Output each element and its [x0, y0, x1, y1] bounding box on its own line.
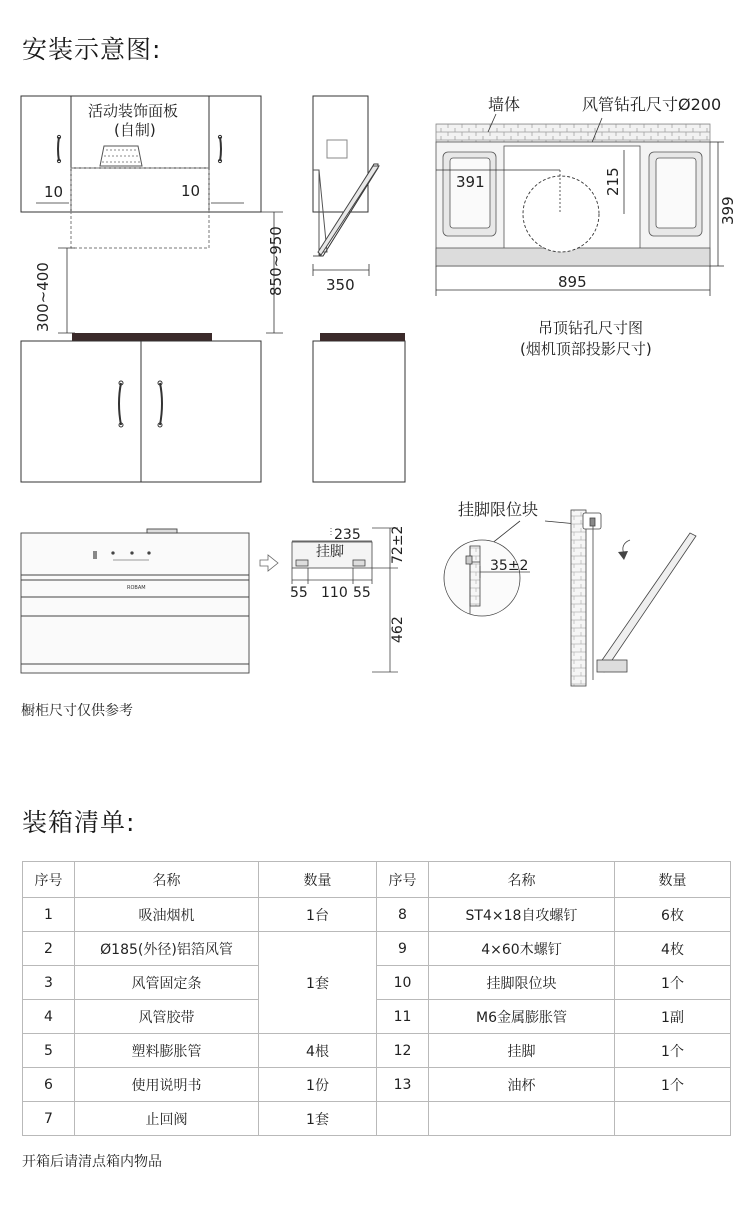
row-name: 挂脚: [429, 1034, 615, 1068]
gap-right-label: 10: [181, 182, 201, 200]
gap-left-label: 10: [44, 183, 64, 201]
spacing-c: 55: [353, 585, 371, 601]
dim-391: 391: [456, 173, 485, 191]
limiter-gap: 35±2: [490, 558, 529, 574]
row-name: 风管胶带: [75, 1000, 259, 1034]
installation-title: 安装示意图:: [22, 35, 162, 64]
duct-hole: [523, 176, 599, 252]
empty-cell: [429, 1102, 615, 1136]
row-name: 止回阀: [75, 1102, 259, 1136]
side-countertop: [320, 333, 405, 341]
row-qty: 1个: [615, 966, 731, 1000]
limiter-label: 挂脚限位块: [458, 500, 539, 519]
row-name: 吸油烟机: [75, 898, 259, 932]
wall-label: 墙体: [488, 95, 521, 114]
row-no: 11: [377, 1000, 429, 1034]
table-row: [23, 1068, 731, 1102]
row-no: 12: [377, 1034, 429, 1068]
side-depth-label: 350: [326, 276, 355, 294]
brand-logo: ROBAM: [127, 585, 146, 591]
empty-cell: [615, 1102, 731, 1136]
dim-215: 215: [604, 167, 622, 196]
table-row: [23, 1000, 731, 1034]
header-no-left: 序号: [23, 862, 75, 898]
dim-399: 399: [719, 196, 737, 225]
bracket-label: 挂脚: [316, 544, 344, 560]
row-qty: 1台: [259, 898, 377, 932]
table-row: [23, 966, 731, 1000]
row-qty-merged: 1套: [259, 932, 377, 1034]
spacing-b: 110: [321, 585, 348, 601]
row-name: ST4×18自攻螺钉: [429, 898, 615, 932]
rotate-arrow-icon: [618, 551, 628, 560]
table-row: [23, 1102, 731, 1136]
dim-895: 895: [558, 273, 587, 291]
row-qty: 1份: [259, 1068, 377, 1102]
packing-title: 装箱清单:: [22, 808, 136, 837]
next-arrow: [260, 555, 278, 571]
row-name: 4×60木螺钉: [429, 932, 615, 966]
row-name: 使用说明书: [75, 1068, 259, 1102]
installed-hood-side: [571, 510, 696, 686]
header-name-right: 名称: [429, 862, 615, 898]
body-height: 462: [390, 616, 406, 643]
lower-dimension: [58, 248, 75, 333]
cabinet-note: 橱柜尺寸仅供参考: [21, 703, 133, 719]
row-name: Ø185(外径)铝箔风管: [75, 932, 259, 966]
panel-label-sub: (自制): [114, 121, 156, 139]
side-hood-panel: [318, 166, 379, 255]
ceiling-caption-sub: (烟机顶部投影尺寸): [520, 340, 652, 358]
row-no: 3: [23, 966, 75, 1000]
row-no: 7: [23, 1102, 75, 1136]
side-depth-dimension: [313, 264, 369, 276]
header-qty-left: 数量: [259, 862, 377, 898]
height-range-label: 850~950: [267, 226, 285, 296]
row-no: 4: [23, 1000, 75, 1034]
row-qty: 6枚: [615, 898, 731, 932]
row-name: M6金属膨胀管: [429, 1000, 615, 1034]
row-no: 8: [377, 898, 429, 932]
product-front-view: [21, 529, 249, 673]
row-qty: 1个: [615, 1068, 731, 1102]
row-name: 风管固定条: [75, 966, 259, 1000]
packing-table: [22, 861, 731, 1136]
table-row: [23, 1034, 731, 1068]
ceiling-caption: 吊顶钻孔尺寸图: [538, 319, 644, 337]
bracket-width: 235: [334, 527, 361, 543]
packing-footnote: 开箱后请清点箱内物品: [22, 1154, 162, 1170]
row-no: 1: [23, 898, 75, 932]
row-qty: 4根: [259, 1034, 377, 1068]
wall-bricks: [436, 124, 710, 142]
row-name: 挂脚限位块: [429, 966, 615, 1000]
row-no: 6: [23, 1068, 75, 1102]
table-header-row: [23, 862, 731, 898]
row-name: 油杯: [429, 1068, 615, 1102]
front-lower-cabinets: [21, 341, 261, 482]
limiter-circle-detail: [444, 540, 530, 616]
row-name: 塑料膨胀管: [75, 1034, 259, 1068]
row-no: 5: [23, 1034, 75, 1068]
header-no-right: 序号: [377, 862, 429, 898]
header-name-left: 名称: [75, 862, 259, 898]
row-no: 10: [377, 966, 429, 1000]
bracket-height: 72±2: [390, 525, 406, 564]
row-no: 13: [377, 1068, 429, 1102]
table-row: [23, 898, 731, 932]
row-qty: 1副: [615, 1000, 731, 1034]
header-qty-right: 数量: [615, 862, 731, 898]
front-countertop: [72, 333, 212, 341]
row-no: 2: [23, 932, 75, 966]
row-qty: 1个: [615, 1034, 731, 1068]
hole-label: 风管钻孔尺寸Ø200: [582, 95, 722, 114]
row-qty: 4枚: [615, 932, 731, 966]
empty-cell: [377, 1102, 429, 1136]
row-no: 9: [377, 932, 429, 966]
lower-range-label: 300~400: [34, 262, 52, 332]
spacing-a: 55: [290, 585, 308, 601]
row-qty: 1套: [259, 1102, 377, 1136]
panel-label: 活动装饰面板: [88, 102, 179, 120]
table-row: [23, 932, 731, 966]
